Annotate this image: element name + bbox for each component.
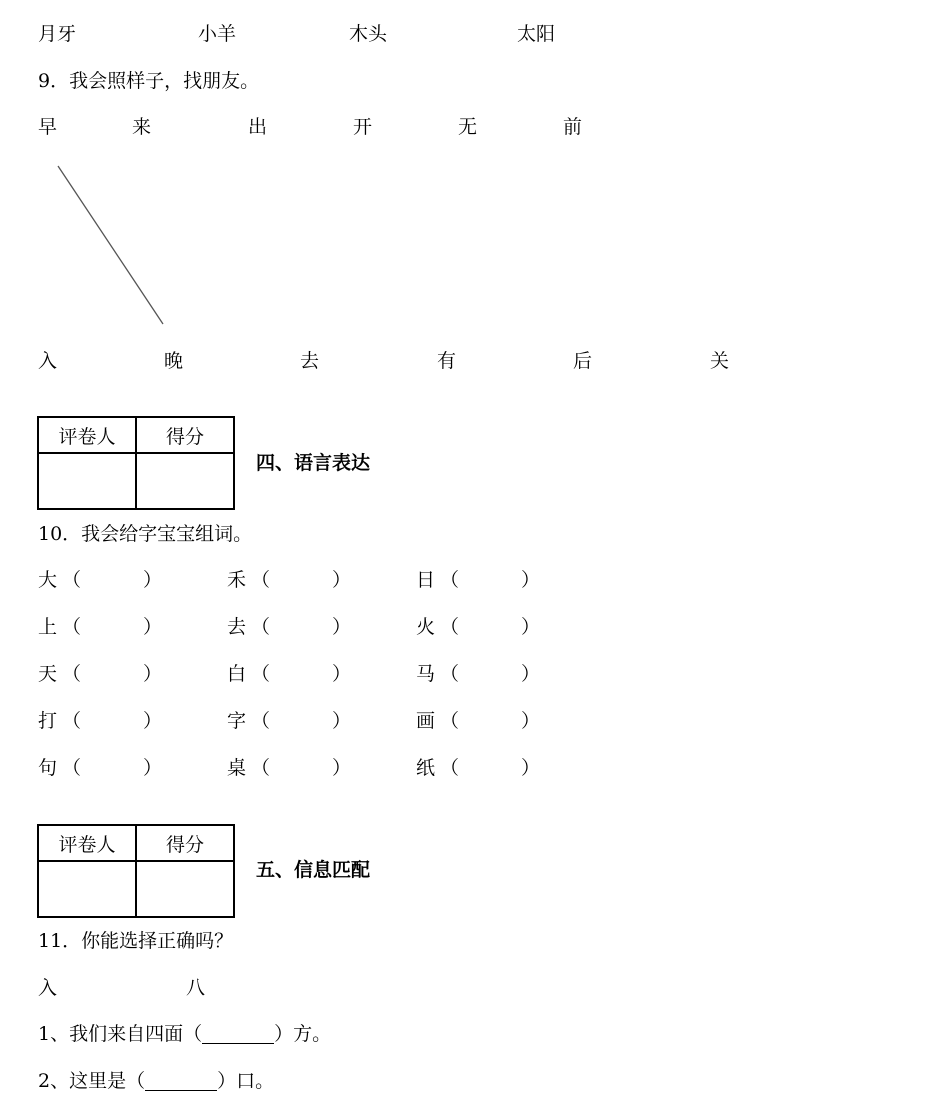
reviewer-cell[interactable] (38, 453, 136, 509)
q10-char: 火 (416, 616, 436, 638)
close-paren: ） (332, 757, 352, 779)
word-xiaoyang: 小羊 (198, 23, 237, 45)
q10-char: 画 (416, 710, 436, 732)
section-title: 四、语言表达 (256, 452, 371, 474)
close-paren: ） (143, 663, 163, 685)
close-paren: ） (521, 757, 541, 779)
q9-bottom-char: 入 (38, 350, 58, 372)
word-yueya: 月牙 (38, 23, 77, 45)
q11-item-suffix: ）方。 (274, 1023, 332, 1045)
q10-char: 大 (38, 569, 58, 591)
q11-item-1 (38, 1025, 331, 1044)
q11-item-suffix: ）口。 (217, 1070, 275, 1092)
q10-char: 天 (38, 663, 58, 685)
open-paren: （ (251, 663, 271, 685)
q11-title: 11．你能选择正确吗？ (38, 930, 234, 952)
word-taiyang: 太阳 (517, 23, 556, 45)
section-title: 五、信息匹配 (256, 859, 371, 881)
example-match-line (58, 166, 163, 324)
q10-char: 桌 (227, 757, 247, 779)
q9-bottom-char: 关 (710, 350, 730, 372)
q9-top-char: 前 (563, 116, 583, 138)
close-paren: ） (143, 757, 163, 779)
open-paren: （ (440, 757, 460, 779)
q10-char: 白 (227, 663, 247, 685)
open-paren: （ (440, 663, 460, 685)
close-paren: ） (521, 569, 541, 591)
word-mutou: 木头 (349, 23, 388, 45)
q9-top-char: 开 (353, 116, 373, 138)
q10-char: 马 (416, 663, 436, 685)
reviewer-header: 评卷人 (38, 417, 136, 453)
q10-char: 日 (416, 569, 436, 591)
open-paren: （ (62, 757, 82, 779)
reviewer-header: 评卷人 (38, 825, 136, 861)
open-paren: （ (62, 616, 82, 638)
reviewer-cell[interactable] (38, 861, 136, 917)
q11-item-prefix: 1、我们来自四面（ (38, 1023, 203, 1045)
open-paren: （ (251, 569, 271, 591)
open-paren: （ (62, 710, 82, 732)
score-table (37, 824, 235, 918)
q11-item-2 (38, 1072, 274, 1091)
q11-item-prefix: 2、这里是（ (38, 1070, 146, 1092)
score-cell[interactable] (136, 861, 234, 917)
q9-top-char: 无 (458, 116, 478, 138)
open-paren: （ (251, 710, 271, 732)
close-paren: ） (521, 710, 541, 732)
q10-char: 上 (38, 616, 58, 638)
open-paren: （ (440, 616, 460, 638)
close-paren: ） (521, 663, 541, 685)
score-cell[interactable] (136, 453, 234, 509)
open-paren: （ (62, 663, 82, 685)
score-header: 得分 (136, 825, 234, 861)
q10-char: 句 (38, 757, 58, 779)
q11-option: 八 (186, 977, 206, 999)
q9-title: 9．我会照样子，找朋友。 (38, 70, 260, 92)
q9-top-char: 早 (38, 116, 58, 138)
q9-bottom-char: 有 (437, 350, 457, 372)
q9-connecting-line (0, 0, 950, 400)
q9-bottom-char: 后 (573, 350, 593, 372)
close-paren: ） (143, 569, 163, 591)
q10-title: 10．我会给字宝宝组词。 (38, 523, 253, 545)
close-paren: ） (521, 616, 541, 638)
q10-char: 纸 (416, 757, 436, 779)
q10-char: 禾 (227, 569, 247, 591)
q9-top-char: 来 (132, 116, 152, 138)
close-paren: ） (143, 616, 163, 638)
score-table (37, 416, 235, 510)
close-paren: ） (332, 569, 352, 591)
close-paren: ） (143, 710, 163, 732)
q10-char: 打 (38, 710, 58, 732)
open-paren: （ (251, 757, 271, 779)
close-paren: ） (332, 616, 352, 638)
score-header: 得分 (136, 417, 234, 453)
q9-bottom-char: 去 (300, 350, 320, 372)
open-paren: （ (440, 569, 460, 591)
close-paren: ） (332, 710, 352, 732)
close-paren: ） (332, 663, 352, 685)
open-paren: （ (251, 616, 271, 638)
q9-bottom-char: 晚 (164, 350, 184, 372)
answer-blank[interactable] (202, 1025, 274, 1044)
q11-option: 入 (38, 977, 58, 999)
q10-char: 字 (227, 710, 247, 732)
answer-blank[interactable] (145, 1072, 217, 1091)
q9-top-char: 出 (248, 116, 268, 138)
open-paren: （ (62, 569, 82, 591)
q10-char: 去 (227, 616, 247, 638)
open-paren: （ (440, 710, 460, 732)
